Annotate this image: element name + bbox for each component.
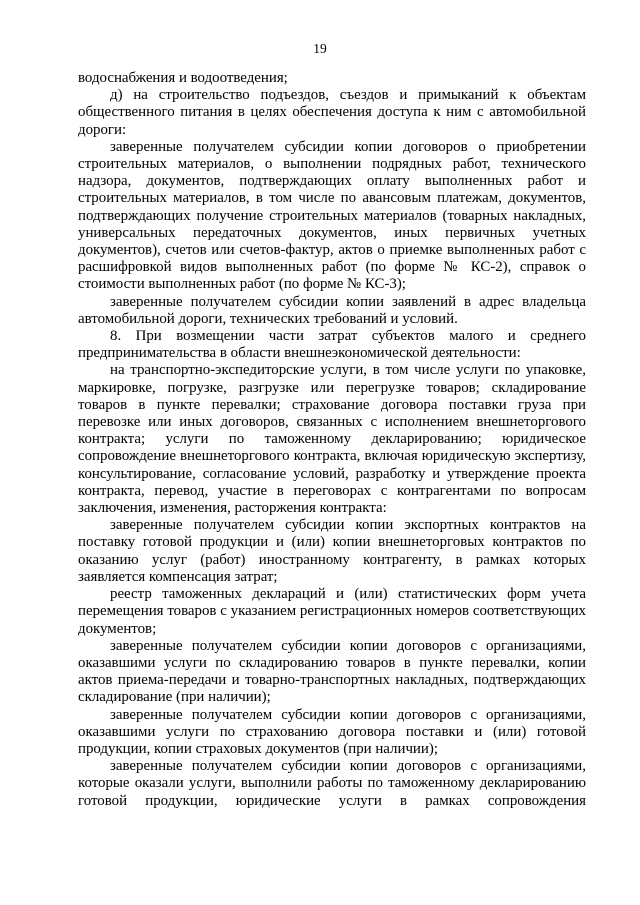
document-body — [78, 70, 586, 810]
paragraph: на транспортно-экспедиторские услуги, в том числе услуги по упаковке, маркировке, погрузке, разгрузке или перегрузке товаров; складирование товаров в пункте перевалки; страхование договора поставки груза при перевозке или иных договоров, связанных с исполнением внешнеторгового контракта; услуги по таможенному декларированию; юридическое сопровождение внешнеторгового контракта, включая юридическую экспертизу, консультирование, согласование условий, разработку и утверждение проекта контракта, перевод, участие в переговорах с контрагентами по вопросам заключения, изменения, расторжения контракта: — [78, 362, 586, 517]
paragraph-continuation: водоснабжения и водоотведения; — [78, 70, 288, 86]
paragraph: заверенные получателем субсидии копии договоров с организациями, оказавшими услуги по страхованию договора поставки и (или) готовой продукции, копии страховых документов (при наличии); — [78, 706, 586, 757]
paragraph-item-d: д) на строительство подъездов, съездов и примыканий к объектам общественного питания в целях обеспечения доступа к ним с автомобильной дороги: — [78, 87, 586, 138]
paragraph: заверенные получателем субсидии копии заявлений в адрес владельца автомобильной дороги, технических требований и условий. — [78, 293, 586, 327]
paragraph-last: заверенные получателем субсидии копии договоров с организациями, которые оказали услуги, выполнили работы по таможенному декларированию готовой продукции, юридические услуги в рамках сопровождения — [78, 758, 586, 809]
paragraph: заверенные получателем субсидии копии экспортных контрактов на поставку готовой продукции и (или) копии внешнеторговых контрактов по оказанию услуг (работ) иностранному контрагенту, в рамках которых заявляется компенсация затрат; — [78, 517, 586, 585]
page-number: 19 — [313, 41, 327, 56]
paragraph: заверенные получателем субсидии копии договоров с организациями, оказавшими услуги по складированию товаров в пункте перевалки, копии актов приема-передачи и товарно-транспортных накладных, подтверждающих складирование (при наличии); — [78, 637, 586, 706]
paragraph-section-8: 8. При возмещении части затрат субъектов малого и среднего предпринимательства в области внешнеэкономической деятельности: — [78, 328, 586, 362]
paragraph: заверенные получателем субсидии копии договоров о приобретении строительных материалов, о выполнении подрядных работ, технического надзора, документов, подтверждающих оплату выполненных работ и строительных материалов, в том числе по авансовым платежам, документов, подтверждающих получение строительных материалов (товарных накладных, универсальных передаточных документов, иных первичных учетных документов), счетов или счетов-фактур, актов о приемке выполненных работ с расшифровкой видов выполненных работ (по форме № КС-2), справок о стоимости выполненных работ (по форме № КС-3); — [78, 138, 586, 293]
paragraph: реестр таможенных деклараций и (или) статистических форм учета перемещения товаров с указанием регистрационных номеров соответствующих документов; — [78, 586, 586, 637]
